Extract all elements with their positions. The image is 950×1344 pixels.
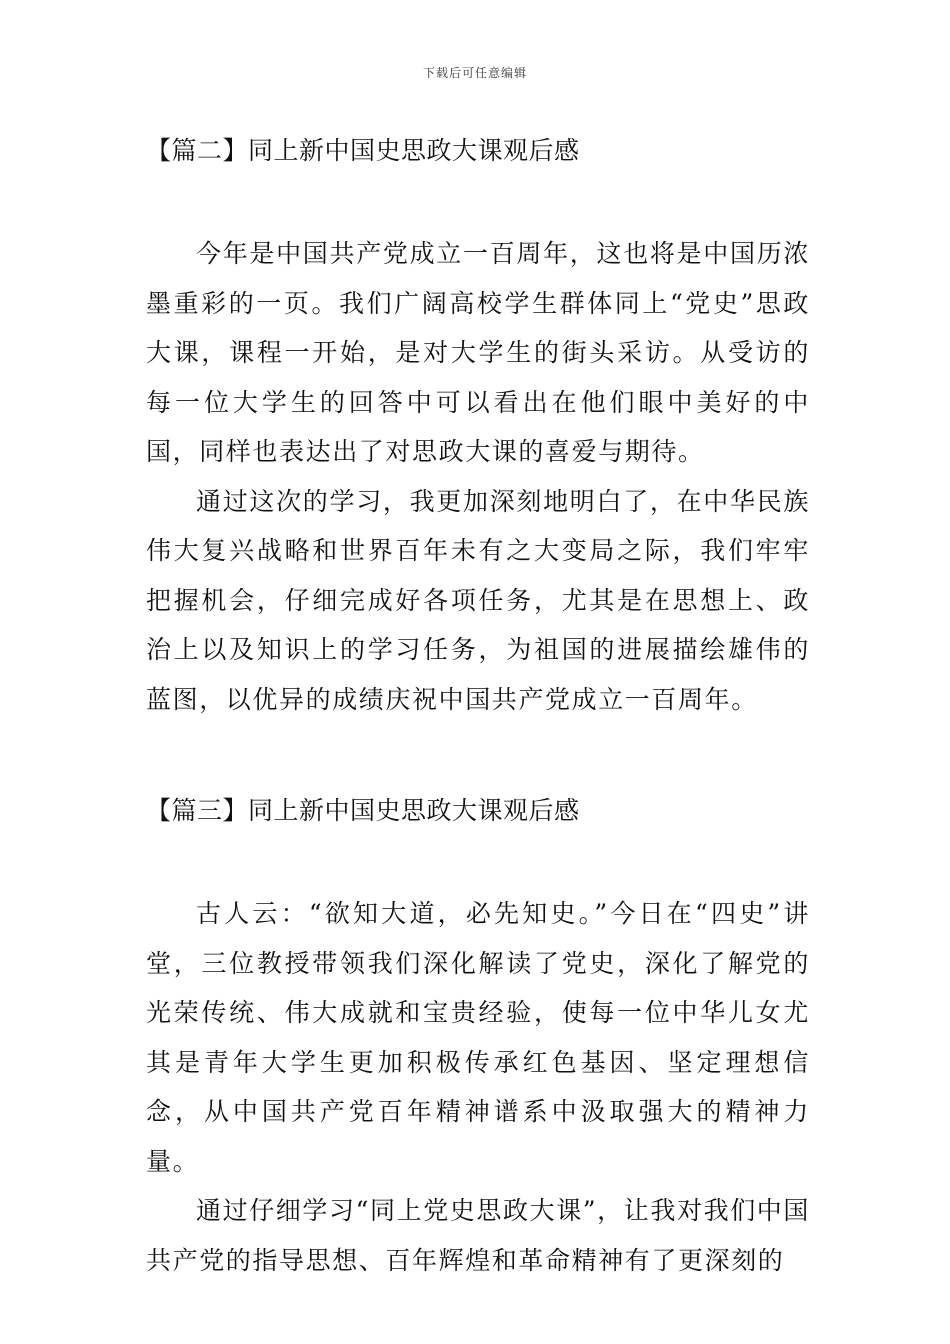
document-body xyxy=(146,128,810,1285)
section-paragraphs xyxy=(146,889,810,1285)
paragraph: 古人云：“欲知大道，必先知史。”今日在“四史”讲堂，三位教授带领我们深化解读了党史，深化了解党的光荣传统、伟大成就和宝贵经验，使每一位中华儿女尤其是青年大学生更加积极传承红色基因、坚定理想信念，从中国共产党百年精神谱系中汲取强大的精神力量。 xyxy=(146,899,810,1176)
section-title: 【篇三】同上新中国史思政大课观后感 xyxy=(146,796,580,825)
paragraph: 通过这次的学习，我更加深刻地明白了，在中华民族伟大复兴战略和世界百年未有之大变局之际，我们牢牢把握机会，仔细完成好各项任务，尤其是在思想上、政治上以及知识上的学习任务，为祖国的进展描绘雄伟的蓝图，以优异的成绩庆祝中国共产党成立一百周年。 xyxy=(146,486,810,714)
section-2 xyxy=(146,128,810,724)
paragraph: 通过仔细学习“同上党史思政大课”，让我对我们中国共产党的指导思想、百年辉煌和革命精神有了更深刻的 xyxy=(146,1196,810,1275)
section-paragraphs xyxy=(146,229,810,724)
section-3 xyxy=(146,788,810,1285)
section-title: 【篇二】同上新中国史思政大课观后感 xyxy=(146,136,580,165)
paragraph: 今年是中国共产党成立一百周年，这也将是中国历浓墨重彩的一页。我们广阔高校学生群体同上“党史”思政大课，课程一开始，是对大学生的街头采访。从受访的每一位大学生的回答中可以看出在他们眼中美好的中国，同样也表达出了对思政大课的喜爱与期待。 xyxy=(146,239,810,466)
page-header-note: 下载后可任意编辑 xyxy=(422,66,527,80)
